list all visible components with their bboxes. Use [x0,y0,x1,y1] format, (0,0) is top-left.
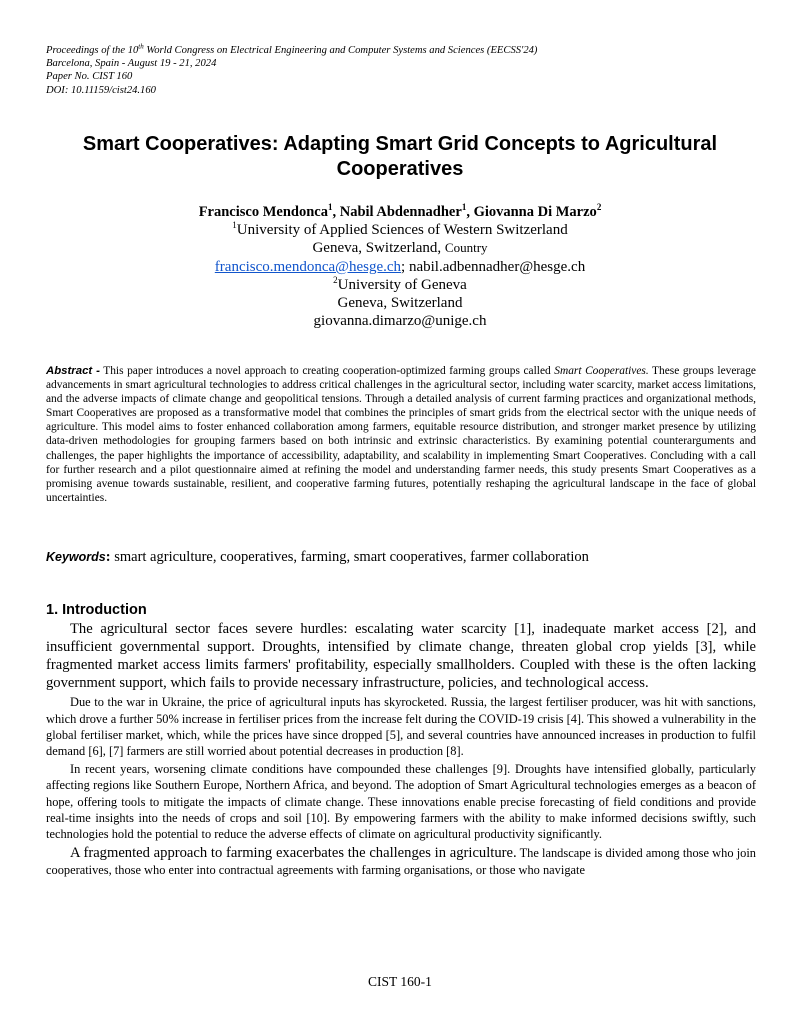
author-names: Francisco Mendonca$^1$, Nabil Abdennadher$^1$, Giovanna Di Marzo$^2$ [198,202,602,220]
affiliation-2-location: Geneva, Switzerland [337,295,463,312]
affiliation-2: $^2$University of Geneva [333,274,467,293]
abstract: Abstract - This paper introduces a novel approach to creating cooperation-optimized farming groups called Smart Cooperatives. These groups leverage advancements in smart agricultural technologies to address critical challenges in the agricultural sector, including water scarcity, market access limitations, and the adverse impacts of climate change and geopolitical tensions. Through a detailed analysis of current farming practices and organizational methods, Smart Cooperatives are proposed as a transformative model that combines the principles of smart grids from the electrical sector with the unique needs of agriculture. This model aims to foster enhanced collaboration among farmers, equitable resource distribution, and stronger market presence by utilizing data-driven methodologies for grouping farmers based on both intrinsic and extrinsic characteristics. By examining potential counterarguments and challenges, the paper highlights the importance of accessibility, adaptability, and scalability in implementing Smart Cooperatives. Concluding with a call for further research and a pilot questionnaire aimed at refining the model and understanding farmer needs, this study presents Smart Cooperatives as a promising avenue towards sustainable, resilient, and cooperative farming futures, potentially reshaping the agricultural landscape in the face of global uncertainties. [46,365,756,504]
affiliation-1: $^1$University of Applied Sciences of Western Switzerland [232,220,568,239]
header-line-paper-number: Paper No. CIST 160 [46,71,133,83]
affiliation-1-emails: francisco.mendonca@hesge.ch; nabil.adbennadher@hesge.ch [214,258,586,275]
header-line-proceedings: Proceedings of the 10th World Congress on Electrical Engineering and Computer Systems and Sciences (EECSS'24) [46,42,538,56]
page-footer: CIST 160-1 [368,974,432,989]
keywords-label: Keywords [46,550,106,564]
author-block [100,203,700,330]
abstract-label: Abstract - [46,365,100,377]
header-line-doi: DOI: 10.11159/cist24.160 [46,84,156,96]
proceedings-header [46,44,756,97]
email-link-mendonca[interactable]: francisco.mendonca@hesge.ch [214,258,402,275]
affiliation-1-location: Geneva, Switzerland, Country [312,240,488,257]
paragraph-4: A fragmented approach to farming exacerbates the challenges in agriculture. The landscape is divided among those who join cooperatives, those who enter into contractual agreements with farming organisations, or those who navigate [46,845,756,878]
paragraph-2: Due to the war in Ukraine, the price of agricultural inputs has skyrocketed. Russia, the largest fertiliser producer, was hit with sanctions, which drove a further 50% increase in fertiliser prices from the increase felt during the COVID-19 crisis [4]. This showed a vulnerability in the global fertiliser market, which, while the prices have since dropped [5], and several countries have announced increases in production to fulfil demand [6], [7] farmers are still worried about potential decreases in production [8]. [46,695,756,758]
keywords: Keywords: smart agriculture, cooperatives, farming, smart cooperatives, farmer collaboration [46,549,589,565]
paragraph-1: The agricultural sector faces severe hurdles: escalating water scarcity [1], inadequate market access [2], and insufficient governmental support. Droughts, intensified by climate change, threaten global crop yields [3], while fragmented market access limits farmers' profitability, especially smallholders. Coupled with these is the often lacking government support, which fails to provide necessary infrastructure, policies, and technological access. [46,621,756,692]
affiliation-2-email: giovanna.dimarzo@unige.ch [313,313,487,330]
section-heading-introduction: 1. Introduction [46,602,147,618]
paper-title: Smart Cooperatives: Adapting Smart Grid Concepts to Agricultural Cooperatives [82,133,718,180]
introduction-body [46,620,756,879]
header-line-location: Barcelona, Spain - August 19 - 21, 2024 [46,58,217,70]
paragraph-3: In recent years, worsening climate conditions have compounded these challenges [9]. Droughts have intensified globally, particularly affecting regions like Southern Europe, Northern Africa, and beyond. The adoption of Smart Agricultural technologies emerges as a beacon of hope, offering tools to mitigate the impacts of climate change. These innovations enable precise forecasting of field conditions and provide real-time insights into the needs of crops and soil [10]. By empowering farmers with the ability to make informed decisions swiftly, such technologies hold the potential to reduce the adverse effects of climate on agricultural productivity significantly. [46,762,756,841]
